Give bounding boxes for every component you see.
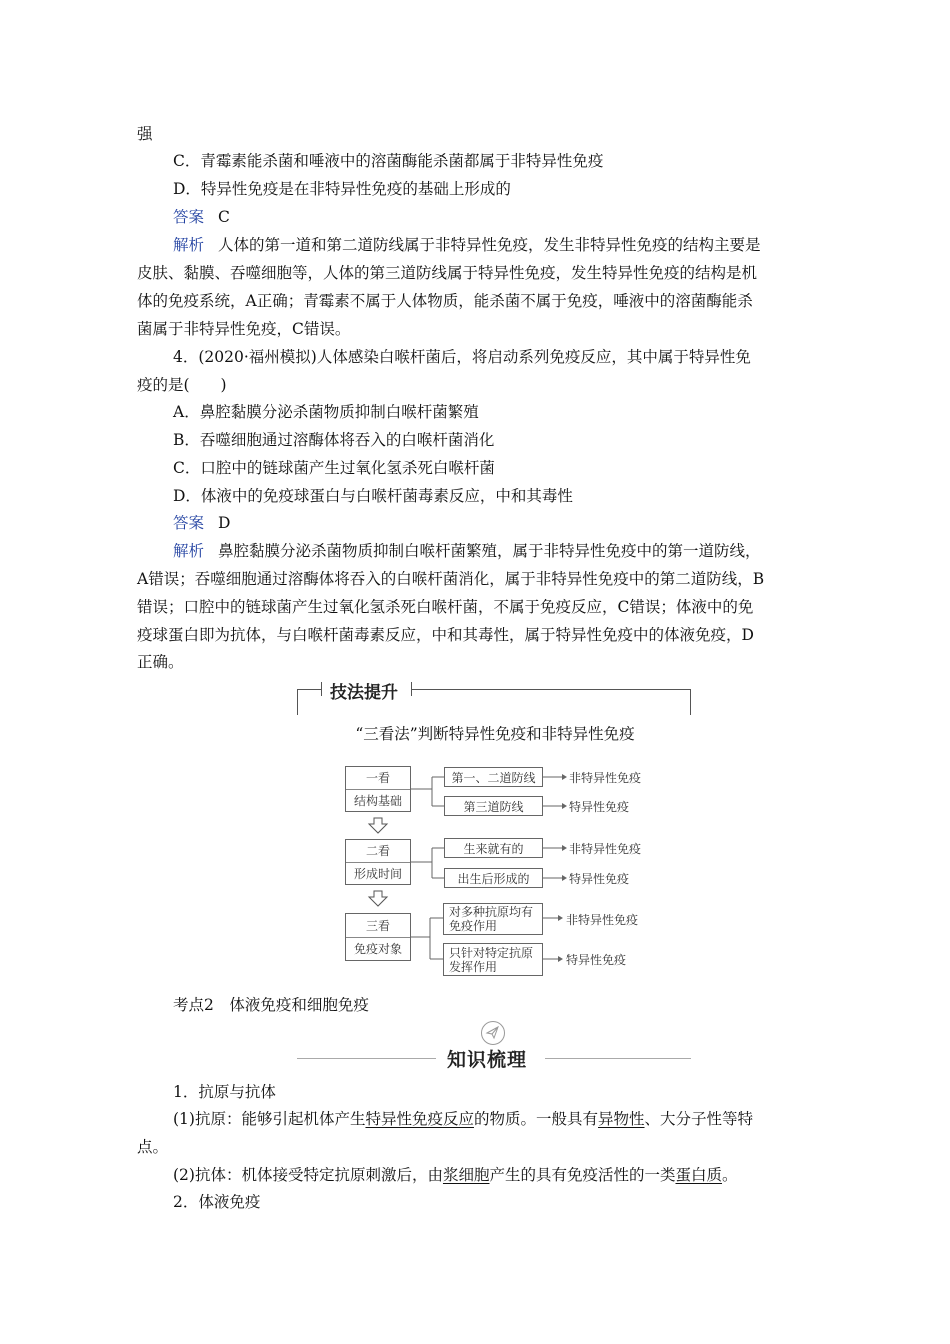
heading-humoral: 2．体液免疫	[173, 1193, 261, 1211]
branch-line: 免疫作用	[449, 919, 498, 933]
branch-box: 生来就有的	[444, 838, 543, 858]
banner-title: 技法提升	[330, 683, 398, 703]
look-three-box	[345, 913, 411, 961]
branch-box: 第一、二道防线	[444, 767, 543, 787]
branch-line: 发挥作用	[449, 959, 498, 974]
blank-answer: 浆细胞	[442, 1166, 490, 1184]
answer-label: 答案	[173, 208, 205, 226]
look-three-top: 三看	[365, 918, 390, 933]
kaodian-title: 考点2 体液免疫和细胞免疫	[173, 996, 369, 1014]
text-span: (1)抗原：能够引起机体产生	[173, 1110, 366, 1128]
look-two-top: 二看	[365, 843, 390, 858]
result-label: 特异性免疫	[569, 800, 630, 814]
question-4: 4．(2020·福州模拟)人体感染白喉杆菌后，将启动系列免疫反应，其中属于特异性免	[173, 348, 751, 366]
analysis-text: A错误；吞噬细胞通过溶酶体将吞入的白喉杆菌消化，属于非特异性免疫中的第二道防线，B	[137, 570, 765, 588]
look-two-box	[345, 839, 411, 885]
option-b: B．吞噬细胞通过溶酶体将吞入的白喉杆菌消化	[173, 431, 495, 449]
analysis-text: 疫球蛋白即为抗体，与白喉杆菌毒素反应，中和其毒性，属于特异性免疫中的体液免疫，D	[137, 626, 754, 644]
figure-title: “三看法”判断特异性免疫和非特异性免疫	[355, 725, 635, 743]
paper-plane-icon	[481, 1021, 505, 1045]
text-span: 。	[722, 1166, 738, 1184]
result-label: 非特异性免疫	[569, 842, 642, 856]
option-c: C．青霉素能杀菌和唾液中的溶菌酶能杀菌都属于非特异性免疫	[173, 152, 604, 170]
option-d: D．体液中的免疫球蛋白与白喉杆菌毒素反应，中和其毒性	[173, 487, 573, 505]
paragraph-antigen-cont: 点。	[137, 1138, 169, 1156]
text-span: 的物质。一般具有	[473, 1110, 598, 1128]
look-two-bottom: 形成时间	[353, 866, 402, 881]
analysis-label: 解析	[173, 542, 205, 560]
text-span: (2)抗体：机体接受特定抗原刺激后，由	[173, 1166, 443, 1184]
result-label: 非特异性免疫	[566, 913, 639, 927]
look-one-top: 一看	[365, 770, 390, 785]
branch-box	[443, 903, 543, 935]
paragraph-antigen	[173, 1109, 753, 1129]
analysis-text: 鼻腔黏膜分泌杀菌物质抑制白喉杆菌繁殖，属于非特异性免疫中的第一道防线，	[218, 542, 761, 560]
analysis-text: 人体的第一道和第二道防线属于非特异性免疫，发生非特异性免疫的结构主要是	[218, 236, 761, 254]
branch-box: 出生后形成的	[444, 868, 543, 888]
analysis-text: 体的免疫系统，A正确；青霉素不属于人体物质，能杀菌不属于免疫，唾液中的溶菌酶能杀	[137, 292, 753, 310]
result-label: 特异性免疫	[566, 953, 627, 967]
analysis-label: 解析	[173, 236, 205, 254]
blank-answer: 特异性免疫反应	[365, 1110, 474, 1128]
text-line: 强	[137, 125, 153, 143]
blank-answer: 蛋白质	[675, 1166, 723, 1184]
question-4-cont: 疫的是( )	[137, 376, 227, 394]
branch-box: 第三道防线	[444, 796, 543, 816]
analysis-text: 菌属于非特异性免疫，C错误。	[137, 320, 351, 338]
analysis-text: 皮肤、黏膜、吞噬细胞等，人体的第三道防线属于特异性免疫，发生特异性免疫的结构是机	[137, 264, 758, 282]
blank-answer: 异物性	[598, 1110, 645, 1128]
answer-value: D	[218, 514, 231, 532]
result-label: 特异性免疫	[569, 872, 630, 886]
look-three-bottom: 免疫对象	[353, 941, 402, 956]
look-one-bottom: 结构基础	[353, 793, 402, 808]
branch-line: 对多种抗原均有	[449, 905, 534, 919]
option-a: A．鼻腔黏膜分泌杀菌物质抑制白喉杆菌繁殖	[173, 403, 479, 421]
heading-antigen-antibody: 1．抗原与抗体	[173, 1083, 276, 1101]
answer-value: C	[218, 208, 230, 226]
section-title: 知识梳理	[447, 1049, 528, 1071]
branch-line: 只针对特定抗原	[449, 945, 534, 960]
option-d: D．特异性免疫是在非特异性免疫的基础上形成的	[173, 180, 511, 198]
branch-box	[443, 943, 543, 976]
answer-label: 答案	[173, 514, 205, 532]
result-label: 非特异性免疫	[569, 771, 642, 785]
option-c: C．口腔中的链球菌产生过氧化氢杀死白喉杆菌	[173, 459, 495, 477]
analysis-text: 错误；口腔中的链球菌产生过氧化氢杀死白喉杆菌，不属于免疫反应，C错误；体液中的免	[137, 598, 754, 616]
analysis-text: 正确。	[137, 653, 184, 671]
text-span: 、大分子性等特	[644, 1110, 754, 1128]
paragraph-antibody	[173, 1165, 738, 1185]
look-one-box	[345, 766, 411, 812]
text-span: 产生的具有免疫活性的一类	[489, 1166, 676, 1184]
